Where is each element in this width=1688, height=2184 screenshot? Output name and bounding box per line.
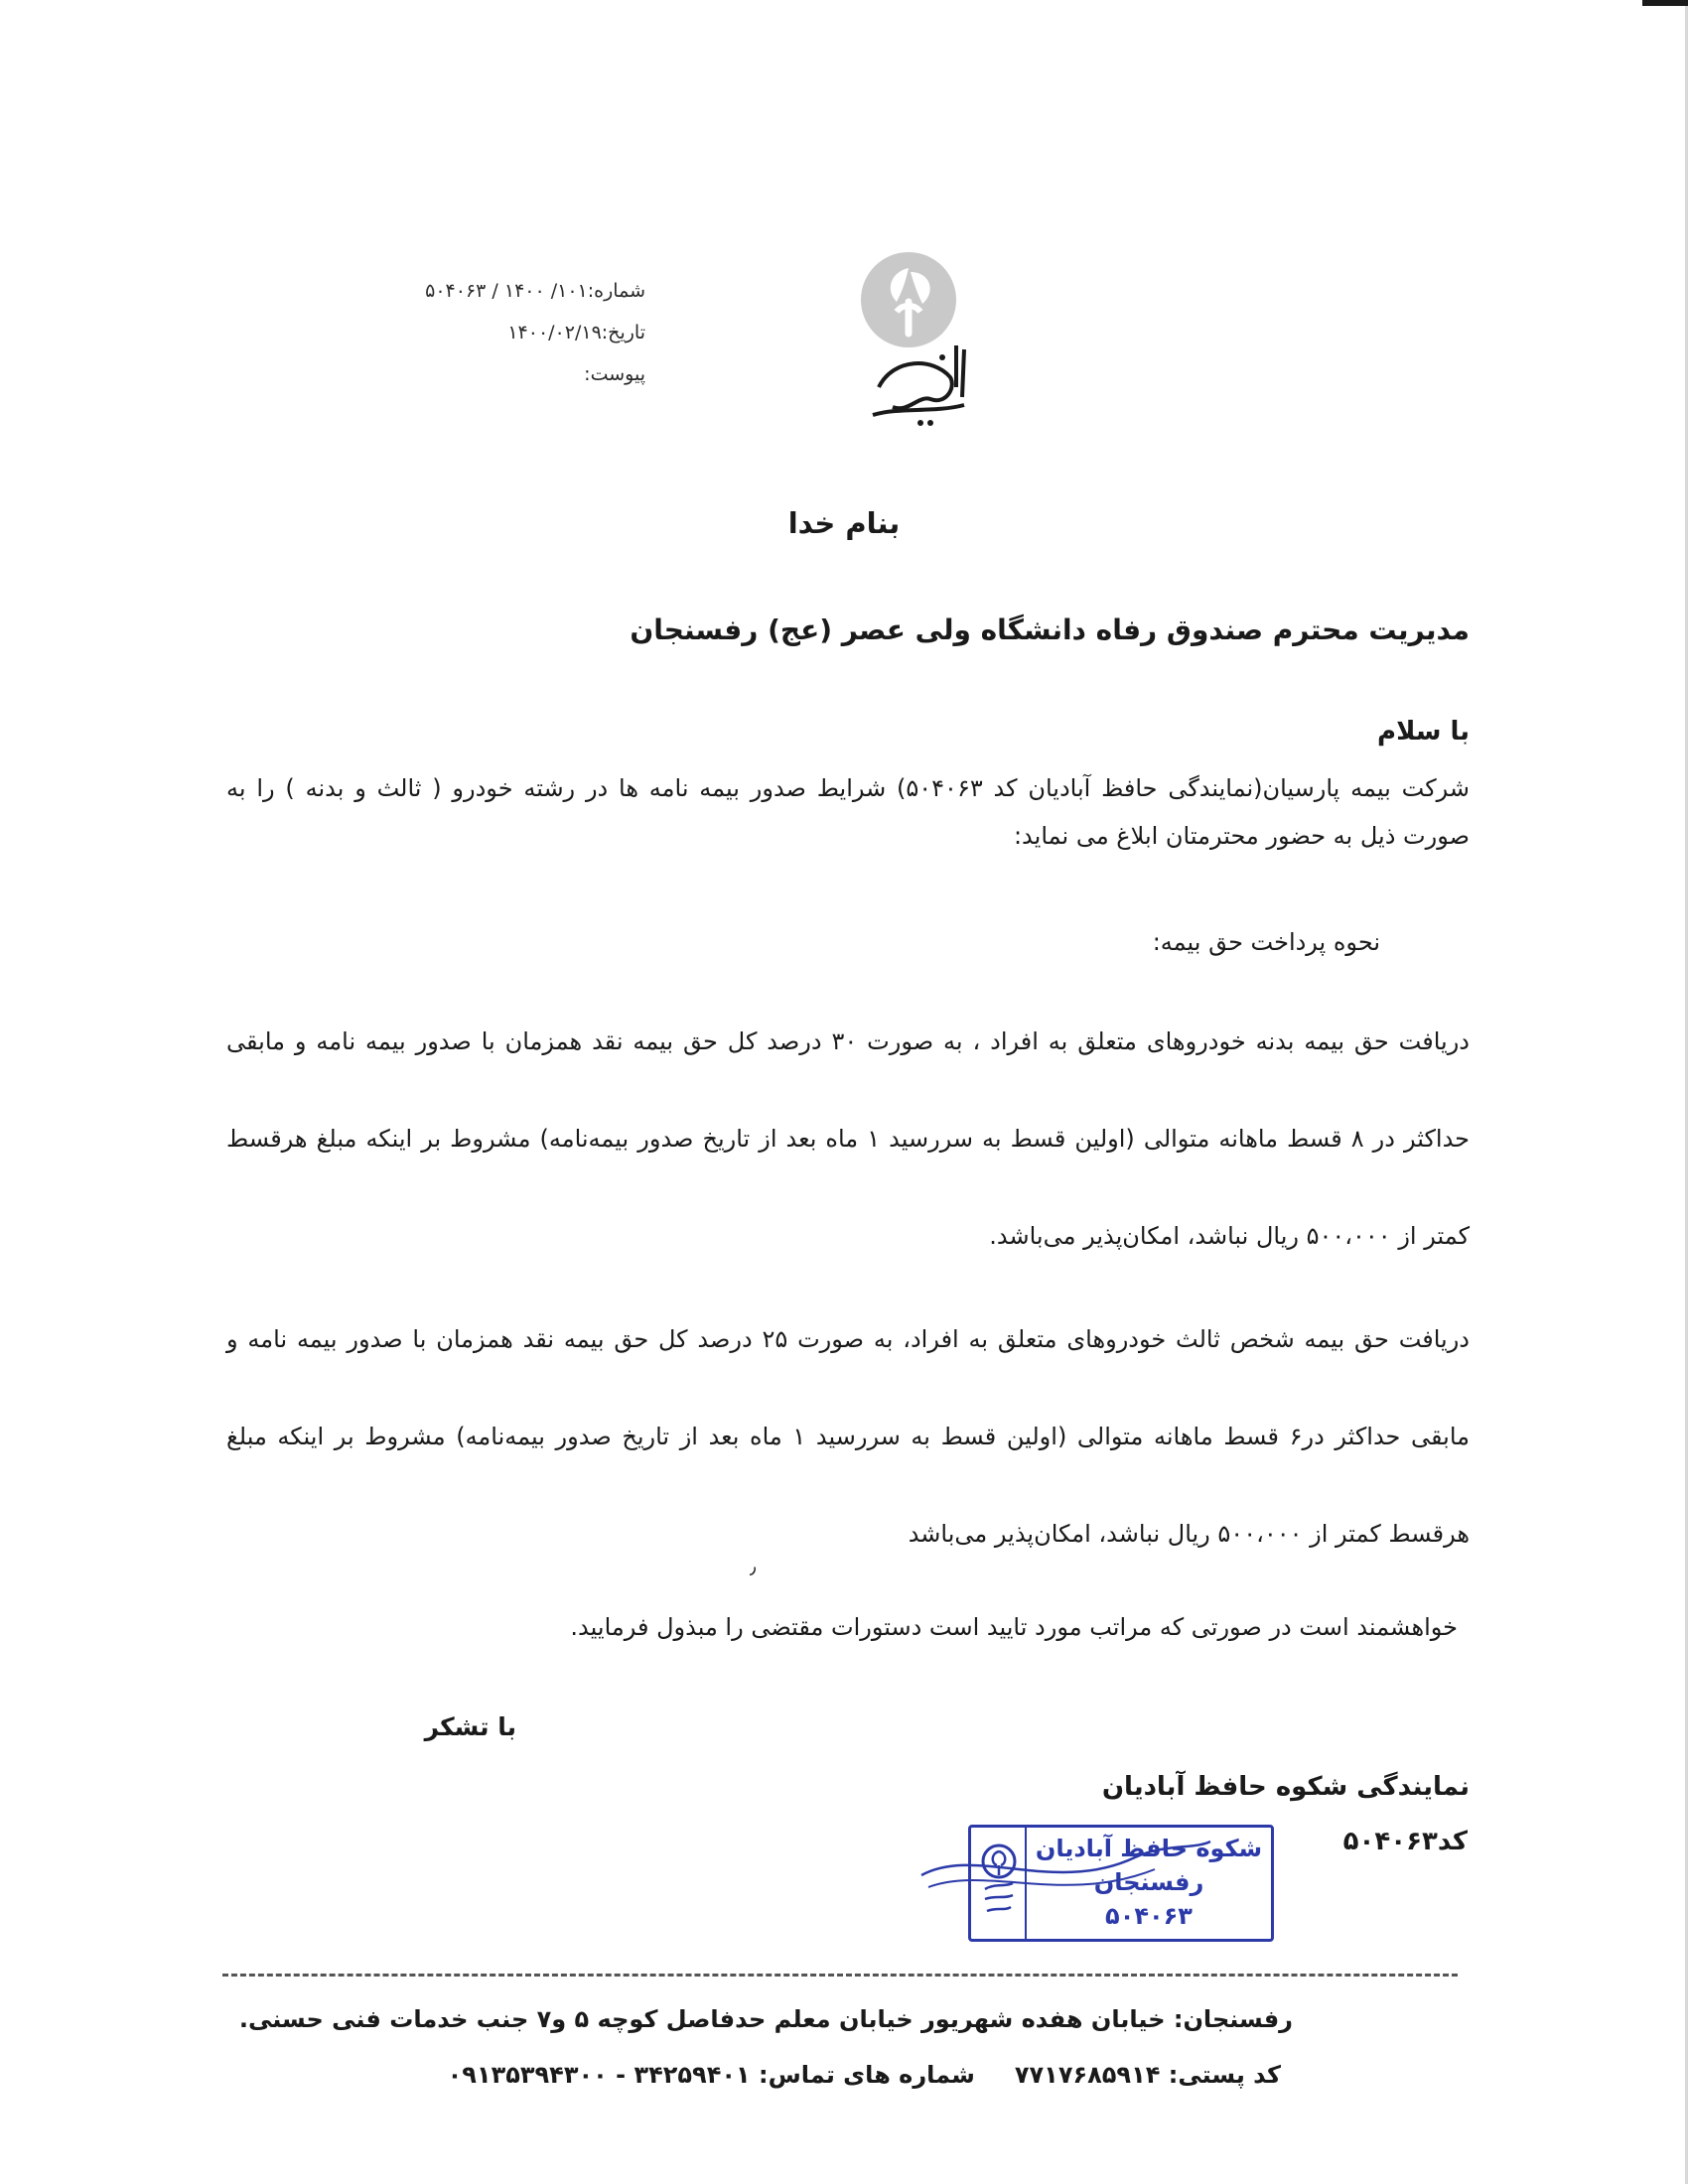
footer-address: رفسنجان: خیابان هفده شهریور خیابان معلم حدفاصل کوچه ۵ و۷ جنب خدمات فنی حسنی. <box>238 2005 1293 2033</box>
parsian-insurance-logo <box>839 238 988 432</box>
pen-mark: ٫ <box>750 1555 757 1578</box>
greeting: با سلام <box>1377 717 1470 747</box>
signature-agency: نمایندگی شکوه حافظ آبادیان <box>1101 1772 1470 1802</box>
payment-heading: نحوه پرداخت حق بیمه: <box>1152 928 1380 956</box>
stamp-line-city: رفسنجان <box>1093 1868 1204 1896</box>
closing-line: با تشکر <box>424 1712 516 1741</box>
letter-attachment: پیوست: <box>584 363 645 385</box>
footer-phones: شماره های تماس: ۳۴۲۵۹۴۰۱ - ۰۹۱۳۵۳۹۴۳۰۰ <box>447 2061 975 2089</box>
scan-corner-mark <box>1642 0 1688 6</box>
agency-stamp <box>968 1825 1274 1942</box>
stamp-line-agency: شکوه حافظ آبادیان <box>1035 1835 1263 1862</box>
letter-date: تاریخ:۱۴۰۰/۰۲/۱۹ <box>507 322 645 343</box>
letter-meta <box>357 270 645 395</box>
paragraph-body-insurance: دریافت حق بیمه بدنه خودروهای متعلق به افراد ، به صورت ۳۰ درصد کل حق بیمه نقد همزمان با صدور بیمه نامه و مابقی حداکثر در ۸ قسط ماهانه متوالی (اولین قسط به سررسید ۱ ماه بعد از تاریخ صدور بیمه‌نامه) مشروط بر اینکه مبلغ هرقسط کمتر از ۵۰۰،۰۰۰ ریال نباشد، امکان‌پذیر می‌باشد. <box>226 1027 1470 1250</box>
request-line: خواهشمند است در صورتی که مراتب مورد تایید است دستورات مقتضی را مبذول فرمایید. <box>570 1613 1458 1641</box>
bismillah-heading: بنام خدا <box>787 506 901 540</box>
paragraph-third-party: دریافت حق بیمه شخص ثالث خودروهای متعلق به افراد، به صورت ۲۵ درصد کل حق بیمه نقد همزمان با صدور بیمه نامه و مابقی حداکثر در۶ قسط ماهانه متوالی (اولین قسط به سررسید ۱ ماه بعد از تاریخ صدور بیمه‌نامه) مشروط بر اینکه مبلغ هرقسط کمتر از ۵۰۰،۰۰۰ ریال نباشد، امکان‌پذیر می‌باشد <box>226 1325 1470 1548</box>
signature-scribble <box>916 1836 1214 1905</box>
letter-number: شماره:۱۰۱/ ۱۴۰۰ / ۵۰۴۰۶۳ <box>425 280 645 302</box>
footer-contact <box>448 2061 1281 2089</box>
footer-divider <box>222 1974 1458 1977</box>
signature-code: کد۵۰۴۰۶۳ <box>1342 1827 1468 1856</box>
footer-postal-code: کد پستی: ۷۷۱۷۶۸۵۹۱۴ <box>1014 2061 1281 2089</box>
stamp-line-code: ۵۰۴۰۶۳ <box>1105 1902 1193 1930</box>
recipient-line: مدیریت محترم صندوق رفاه دانشگاه ولی عصر (عج) رفسنجان <box>630 614 1470 646</box>
intro-paragraph: شرکت بیمه پارسیان(نمایندگی حافظ آبادیان کد ۵۰۴۰۶۳) شرایط صدور بیمه نامه ها در رشته خودرو ( ثالث و بدنه ) را به صورت ذیل به حضور محترمتان ابلاغ می نماید: <box>226 774 1470 850</box>
